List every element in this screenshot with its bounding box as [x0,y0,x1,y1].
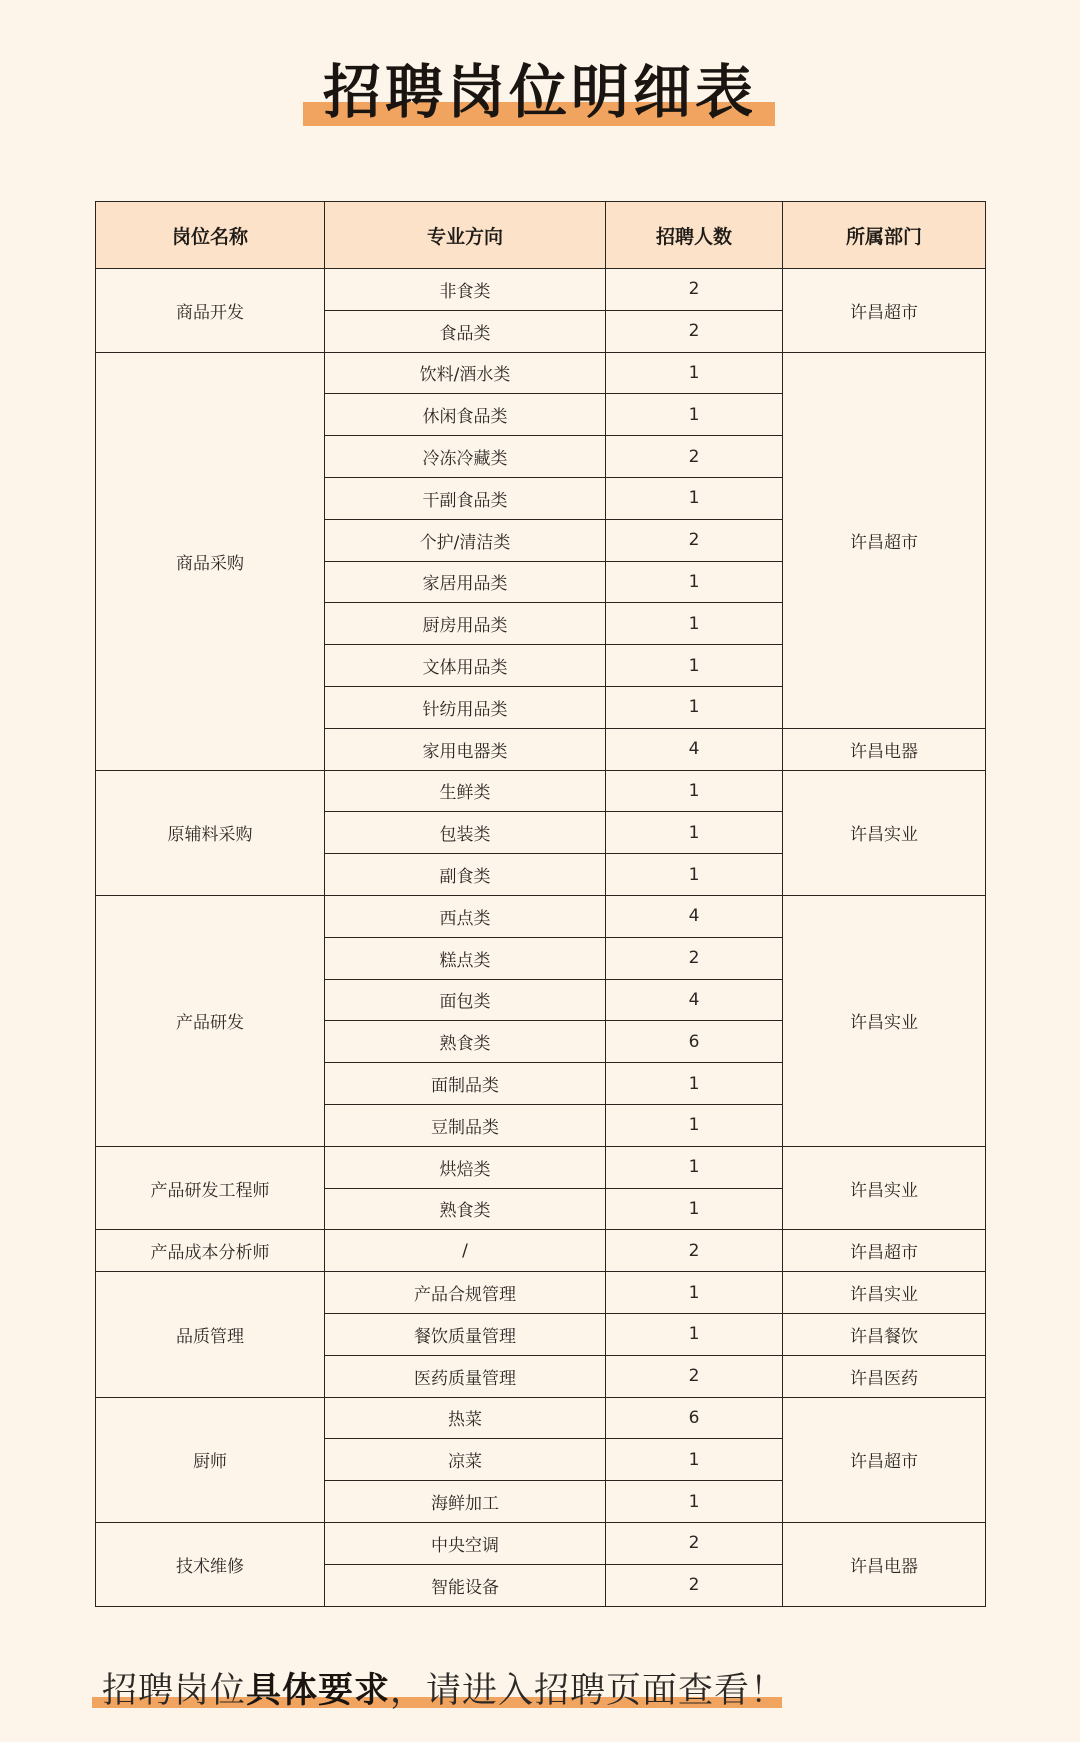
count-cell: 2 [606,1355,783,1397]
count-cell: 1 [606,1063,783,1105]
major-cell: 西点类 [325,895,606,937]
major-cell: 副食类 [325,854,606,896]
footer-text [102,1671,786,1711]
major-cell: 饮料/酒水类 [325,352,606,394]
position-cell: 品质管理 [96,1272,325,1397]
major-cell: 家居用品类 [325,561,606,603]
footer-note [102,1663,786,1713]
count-cell: 1 [606,1104,783,1146]
major-cell: 面制品类 [325,1063,606,1105]
count-cell: 2 [606,1230,783,1272]
major-cell: 凉菜 [325,1439,606,1481]
dept-cell: 许昌实业 [783,1146,986,1230]
count-cell: 1 [606,770,783,812]
count-cell: 1 [606,1481,783,1523]
dept-cell: 许昌医药 [783,1355,986,1397]
position-cell: 产品研发工程师 [96,1146,325,1230]
dept-cell: 许昌实业 [783,1272,986,1314]
count-cell: 1 [606,1313,783,1355]
major-cell: / [325,1230,606,1272]
count-cell: 1 [606,394,783,436]
table-row [96,1522,986,1564]
count-cell: 1 [606,1188,783,1230]
page-title: 招聘岗位明细表 [322,58,757,126]
dept-cell: 许昌超市 [783,1230,986,1272]
count-cell: 1 [606,352,783,394]
table-row [96,352,986,394]
major-cell: 烘焙类 [325,1146,606,1188]
count-cell: 1 [606,1439,783,1481]
major-cell: 智能设备 [325,1564,606,1606]
header-count: 招聘人数 [606,202,783,269]
major-cell: 包装类 [325,812,606,854]
count-cell: 1 [606,645,783,687]
dept-cell: 许昌电器 [783,1522,986,1606]
footer-suffix: ，请进入招聘页面查看！ [390,1671,787,1711]
table-row [96,1272,986,1314]
header-dept: 所属部门 [783,202,986,269]
position-cell: 产品成本分析师 [96,1230,325,1272]
dept-cell: 许昌电器 [783,728,986,770]
table-row [96,269,986,311]
count-cell: 1 [606,561,783,603]
count-cell: 2 [606,436,783,478]
position-cell: 商品开发 [96,269,325,353]
major-cell: 餐饮质量管理 [325,1313,606,1355]
count-cell: 1 [606,812,783,854]
table-row [96,895,986,937]
major-cell: 休闲食品类 [325,394,606,436]
count-cell: 2 [606,937,783,979]
count-cell: 1 [606,477,783,519]
major-cell: 熟食类 [325,1021,606,1063]
major-cell: 海鲜加工 [325,1481,606,1523]
dept-cell: 许昌实业 [783,770,986,895]
position-cell: 产品研发 [96,895,325,1146]
count-cell: 2 [606,1522,783,1564]
position-cell: 商品采购 [96,352,325,770]
count-cell: 2 [606,1564,783,1606]
major-cell: 熟食类 [325,1188,606,1230]
count-cell: 2 [606,310,783,352]
major-cell: 食品类 [325,310,606,352]
count-cell: 1 [606,1146,783,1188]
count-cell: 4 [606,728,783,770]
dept-cell: 许昌超市 [783,269,986,353]
table-header-row [96,202,986,269]
table-row [96,1230,986,1272]
header-major: 专业方向 [325,202,606,269]
major-cell: 冷冻冷藏类 [325,436,606,478]
major-cell: 厨房用品类 [325,603,606,645]
major-cell: 中央空调 [325,1522,606,1564]
dept-cell: 许昌餐饮 [783,1313,986,1355]
position-cell: 厨师 [96,1397,325,1522]
count-cell: 2 [606,519,783,561]
recruitment-table [95,201,986,1607]
title-block [0,52,1080,132]
major-cell: 豆制品类 [325,1104,606,1146]
count-cell: 1 [606,1272,783,1314]
table-row [96,770,986,812]
count-cell: 4 [606,979,783,1021]
count-cell: 1 [606,686,783,728]
major-cell: 干副食品类 [325,477,606,519]
dept-cell: 许昌超市 [783,352,986,728]
count-cell: 6 [606,1021,783,1063]
major-cell: 文体用品类 [325,645,606,687]
count-cell: 1 [606,603,783,645]
count-cell: 6 [606,1397,783,1439]
major-cell: 医药质量管理 [325,1355,606,1397]
major-cell: 生鲜类 [325,770,606,812]
major-cell: 糕点类 [325,937,606,979]
dept-cell: 许昌实业 [783,895,986,1146]
count-cell: 4 [606,895,783,937]
position-cell: 技术维修 [96,1522,325,1606]
major-cell: 非食类 [325,269,606,311]
position-cell: 原辅料采购 [96,770,325,895]
count-cell: 1 [606,854,783,896]
table-row [96,1146,986,1188]
header-position: 岗位名称 [96,202,325,269]
major-cell: 针纺用品类 [325,686,606,728]
table-row [96,1397,986,1439]
footer-emphasis: 具体要求 [246,1671,391,1711]
count-cell: 2 [606,269,783,311]
major-cell: 热菜 [325,1397,606,1439]
major-cell: 产品合规管理 [325,1272,606,1314]
major-cell: 家用电器类 [325,728,606,770]
dept-cell: 许昌超市 [783,1397,986,1522]
major-cell: 个护/清洁类 [325,519,606,561]
footer-prefix: 招聘岗位 [102,1671,247,1711]
major-cell: 面包类 [325,979,606,1021]
